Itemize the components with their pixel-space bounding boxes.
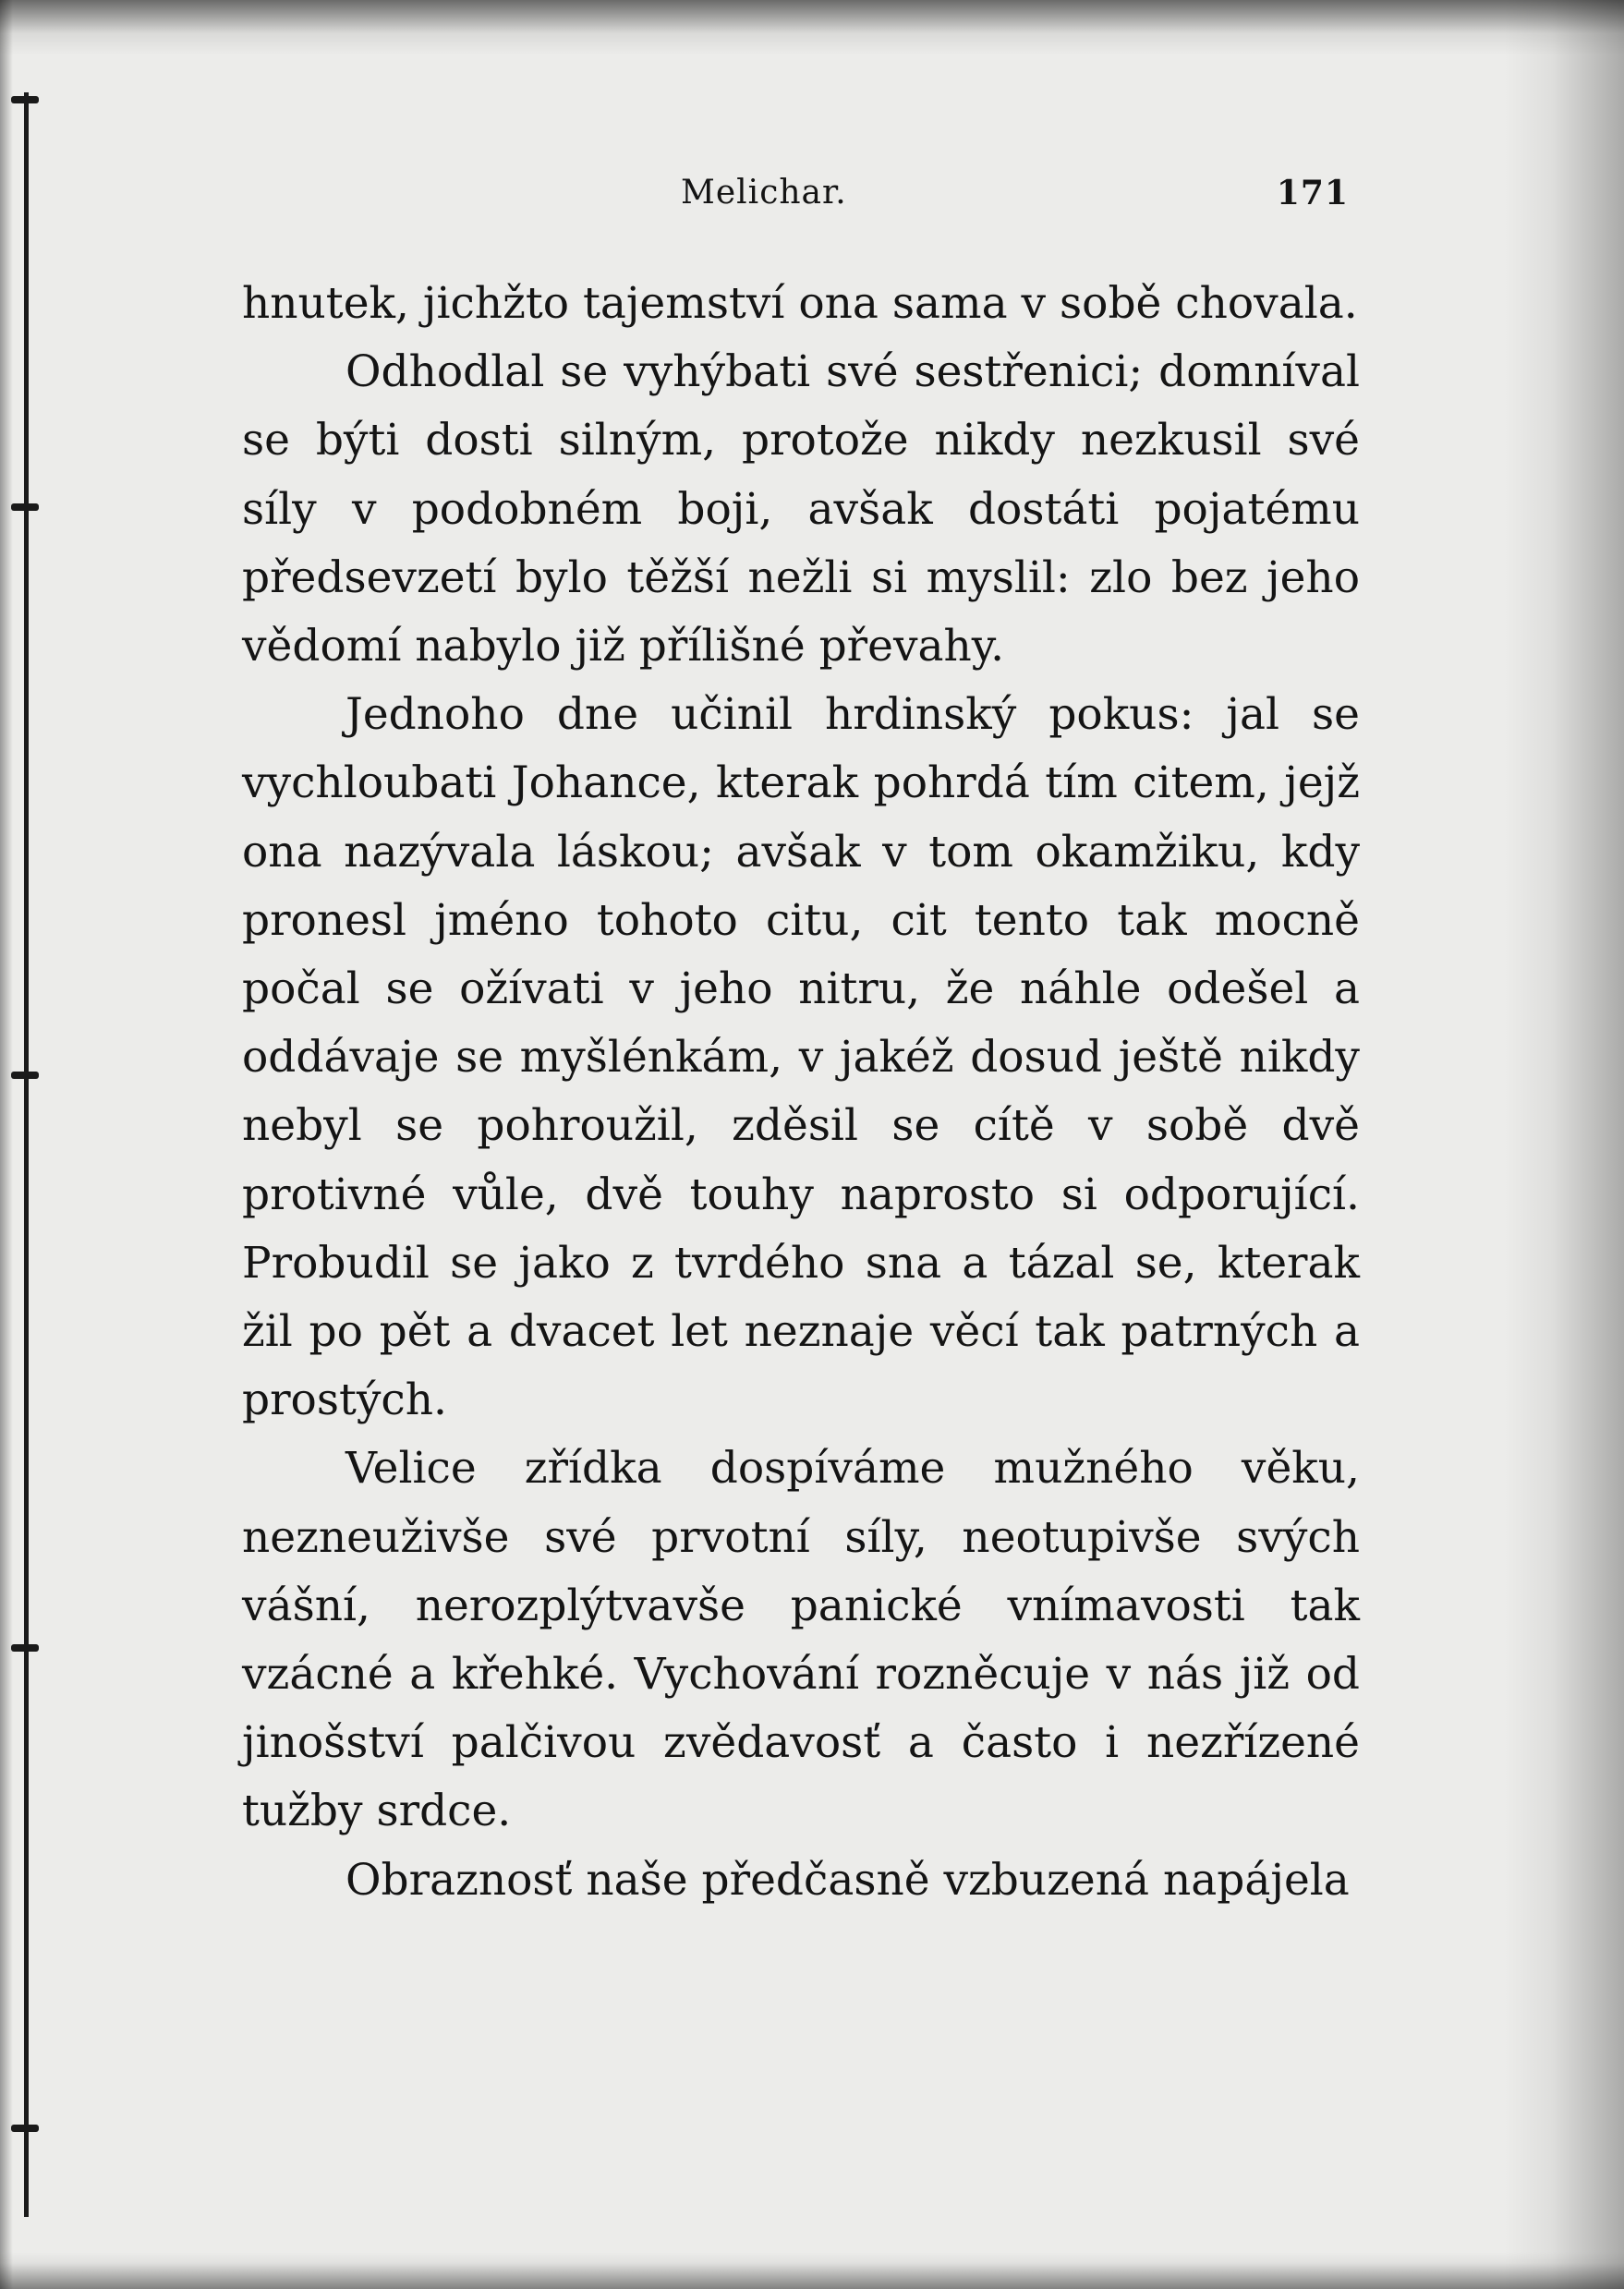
book-page (242, 166, 1360, 1915)
right-edge-shadow (1504, 0, 1624, 2289)
binding-tick-mark (11, 2125, 39, 2132)
bottom-edge-shadow (0, 2252, 1624, 2289)
binding-tick-mark (11, 1072, 39, 1079)
page-number: 171 (1276, 174, 1349, 212)
binding-spine-line (24, 92, 29, 2217)
spine-edge-shadow (0, 0, 13, 2289)
paragraph: Odhodlal se vyhýbati své sestřenici; domníval se býti dosti silným, protože nikdy nezkusil své síly v podobném boji, avšak dostáti pojatému předsevzetí bylo těžší nežli si myslil: zlo bez jeho vědomí nabylo již přílišné převahy. (242, 346, 1360, 672)
body-text (242, 270, 1360, 1915)
binding-tick-mark (11, 96, 39, 103)
paragraph: Obraznosť naše předčasně vzbuzená napájela (345, 1854, 1350, 1906)
top-edge-shadow (0, 0, 1624, 55)
binding-tick-mark (11, 503, 39, 511)
paragraph: Jednoho dne učinil hrdinský pokus: jal se vychloubati Johance, kterak pohrdá tím citem, jejž ona nazývala láskou; avšak v tom okamžiku, kdy pronesl jméno tohoto citu, cit tento tak mocně počal se ožívati v jeho nitru, že náhle odešel a oddávaje se myšlénkám, v jakéž dosud ještě nikdy nebyl se pohroužil, zděsil se cítě v sobě dvě protivné vůle, dvě touhy naprosto si odporující. Probudil se jako z tvrdého sna a tázal se, kterak žil po pět a dvacet let neznaje věcí tak patrných a prostých. (242, 689, 1360, 1426)
running-head (242, 166, 1360, 222)
paragraph: hnutek, jichžto tajemství ona sama v sobě chovala. (242, 278, 1358, 329)
running-title: Melichar. (681, 174, 847, 212)
paragraph: Velice zřídka dospíváme mužného věku, nezneuživše své prvotní síly, neotupivše svých vášní, nerozplýtvavše panické vnímavosti tak vzácné a křehké. Vychování rozněcuje v nás již od jinošství palčivou zvědavosť a často i nezřízené tužby srdce. (242, 1443, 1360, 1837)
binding-tick-mark (11, 1644, 39, 1652)
